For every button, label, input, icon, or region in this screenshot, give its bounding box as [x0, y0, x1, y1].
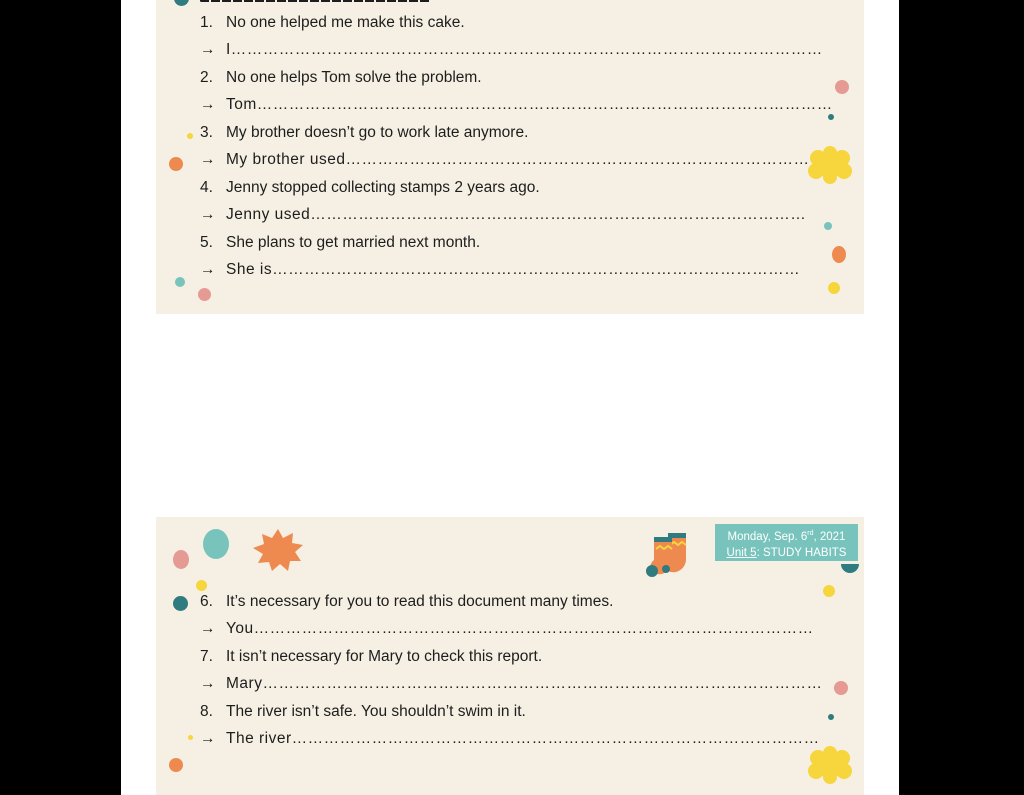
answer-prompt: She is………………………………………………………………………………………	[226, 261, 801, 278]
item-sentence: No one helped me make this cake.	[226, 14, 465, 31]
yellow-dot-decoration	[188, 735, 193, 740]
item-sentence: The river isn’t safe. You shouldn’t swim in it.	[226, 703, 526, 720]
answer-prompt: Tom………………………………………………………………………………………………	[226, 96, 833, 113]
arrow-icon: →	[200, 206, 216, 223]
socks-icon	[644, 531, 690, 579]
worksheet-slide-1	[156, 0, 864, 314]
teal-dot-decoration	[828, 114, 834, 120]
item-sentence: My brother doesn’t go to work late anymore.	[226, 124, 529, 141]
answer-prompt: My brother used……………………………………………………………………………	[226, 151, 810, 168]
pink-dot-decoration	[198, 288, 211, 301]
yellow-cloud-icon	[806, 146, 854, 184]
item-number: 6.	[200, 593, 213, 610]
teal-dot-decoration	[175, 277, 185, 287]
yellow-dot-decoration	[828, 282, 840, 294]
yellow-dot-decoration	[823, 585, 835, 597]
arrow-icon: →	[200, 675, 216, 692]
exercise-item-5	[200, 234, 480, 252]
item-sentence: No one helps Tom solve the problem.	[226, 69, 482, 86]
answer-prompt: Mary……………………………………………………………………………………………	[226, 675, 823, 692]
worksheet-slide-2	[156, 517, 864, 795]
answer-line-5[interactable]	[200, 261, 800, 279]
item-sentence: Jenny stopped collecting stamps 2 years ago.	[226, 179, 540, 196]
exercise-item-8	[200, 703, 526, 721]
exercise-item-6	[200, 593, 613, 611]
arrow-icon: →	[200, 151, 216, 168]
yellow-dot-decoration	[187, 133, 193, 139]
answer-prompt: Jenny used…………………………………………………………………………………	[226, 206, 807, 223]
orange-dot-decoration	[169, 157, 183, 171]
item-sentence: It’s necessary for you to read this document many times.	[226, 593, 614, 610]
teal-dot-decoration	[828, 714, 834, 720]
orange-dot-decoration	[832, 246, 846, 263]
item-number: 7.	[200, 648, 213, 665]
date-unit-label	[715, 524, 858, 561]
orange-starburst-icon	[253, 529, 303, 571]
lesson-date: Monday, Sep. 6rd, 2021	[727, 530, 846, 543]
exercise-item-1	[200, 14, 465, 32]
arrow-icon: →	[200, 41, 216, 58]
teal-dot-decoration	[174, 0, 189, 6]
document-page	[121, 0, 899, 795]
pink-dot-decoration	[173, 550, 189, 569]
item-sentence: She plans to get married next month.	[226, 234, 481, 251]
arrow-icon: →	[200, 261, 216, 278]
arrow-icon: →	[200, 730, 216, 747]
pink-dot-decoration	[834, 681, 848, 695]
arrow-icon: →	[200, 620, 216, 637]
exercise-item-4	[200, 179, 540, 197]
orange-dot-decoration	[169, 758, 183, 772]
teal-dot-decoration	[173, 596, 188, 611]
pink-dot-decoration	[835, 80, 849, 94]
teal-dot-decoration	[824, 222, 832, 230]
teal-half-circle-decoration	[841, 564, 859, 573]
exercise-item-2	[200, 69, 482, 87]
item-number: 4.	[200, 179, 213, 196]
answer-line-4[interactable]	[200, 206, 806, 224]
item-number: 2.	[200, 69, 213, 86]
answer-line-1[interactable]	[200, 41, 823, 59]
teal-oval-decoration	[203, 529, 229, 559]
item-number: 3.	[200, 124, 213, 141]
exercise-item-3	[200, 124, 528, 142]
arrow-icon: →	[200, 96, 216, 113]
exercise-item-7	[200, 648, 542, 666]
yellow-dot-decoration	[196, 580, 207, 591]
item-number: 5.	[200, 234, 213, 251]
item-number: 8.	[200, 703, 213, 720]
cropped-section-heading	[200, 0, 430, 4]
answer-line-7[interactable]	[200, 675, 822, 693]
item-sentence: It isn’t necessary for Mary to check this report.	[226, 648, 543, 665]
answer-line-8[interactable]	[200, 730, 820, 748]
answer-line-6[interactable]	[200, 620, 814, 638]
answer-prompt: The river………………………………………………………………………………………	[226, 730, 820, 747]
answer-line-2[interactable]	[200, 96, 833, 114]
answer-prompt: I…………………………………………………………………………………………………	[226, 41, 823, 58]
unit-title: Unit 5: STUDY HABITS	[726, 546, 847, 559]
answer-line-3[interactable]	[200, 151, 810, 169]
yellow-cloud-icon	[806, 746, 854, 784]
item-number: 1.	[200, 14, 213, 31]
answer-prompt: You……………………………………………………………………………………………	[226, 620, 814, 637]
